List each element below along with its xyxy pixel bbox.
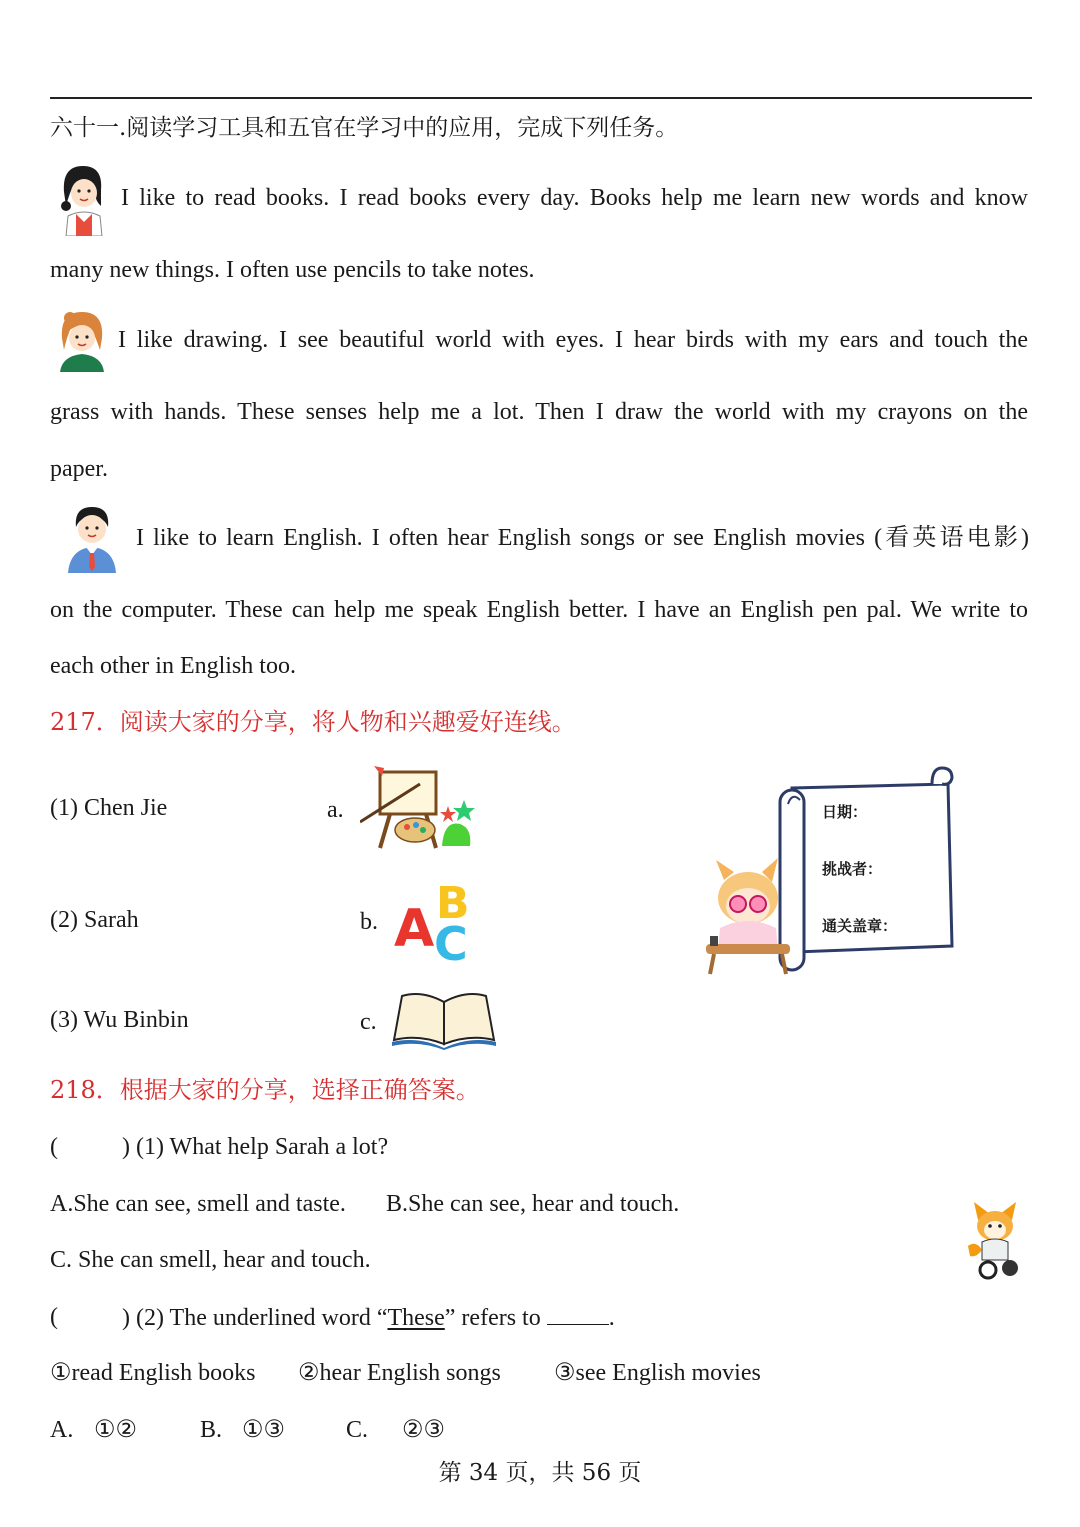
fox-kid-icon (966, 1200, 1024, 1280)
passage-1-line-1: I like to read books. I read books every day. Books help me learn new words and know (121, 185, 1028, 211)
boy-avatar-icon (64, 505, 120, 573)
q2-item-2: ②hear English songs (298, 1360, 501, 1386)
q2-item-1: ①read English books (50, 1360, 256, 1386)
person-chen-jie: (1) Chen Jie (50, 795, 168, 821)
open-book-icon (392, 988, 496, 1050)
section-title: 六十一.阅读学习工具和五官在学习中的应用，完成下列任务。 (50, 115, 679, 141)
q2-underlined-word: These (387, 1305, 445, 1331)
person-sarah: (2) Sarah (50, 907, 139, 933)
scroll-stamp-label: 通关盖章： (822, 917, 898, 935)
q2-answer-c-letter: C. (346, 1417, 369, 1443)
passage-2-line-3: paper. (50, 456, 108, 482)
header-divider (50, 97, 1032, 99)
girl-reader-avatar-icon (56, 162, 108, 236)
q2-answer-blank[interactable] (547, 1302, 609, 1325)
easel-painting-icon (360, 762, 480, 854)
q2-item-3: ③see English movies (554, 1360, 761, 1386)
passage-2-line-2: grass with hands. These senses help me a lot. Then I draw the world with my crayons on the (50, 399, 1028, 425)
option-c-label: c. (360, 1009, 377, 1035)
q1-option-a: A.She can see, smell and taste. (50, 1191, 346, 1217)
q2-answer-a-letter: A. (50, 1417, 74, 1443)
q2-open-paren: ( (50, 1304, 58, 1330)
passage-3-line-1: I like to learn English. I often hear English songs or see English movies (看英语电影) (136, 525, 1029, 551)
q1-option-b: B.She can see, hear and touch. (386, 1191, 680, 1217)
passage-2-line-1: I like drawing. I see beautiful world with eyes. I hear birds with my ears and touch the (118, 327, 1028, 353)
scroll-challenger-label: 挑战者： (822, 860, 883, 878)
q1-option-c: C. She can smell, hear and touch. (50, 1247, 371, 1273)
question-217-title: 217．阅读大家的分享，将人物和兴趣爱好连线。 (50, 708, 576, 736)
q2-question-suffix: ” refers to (444, 1305, 541, 1331)
passage-3-line-3: each other in English too. (50, 653, 296, 679)
q2-answer-b-letter: B. (200, 1417, 223, 1443)
question-218-title: 218．根据大家的分享，选择正确答案。 (50, 1076, 480, 1104)
scroll-date-label: 日期： (822, 803, 868, 821)
abc-letters-icon (394, 876, 486, 962)
q2-answer-c-value: ②③ (402, 1417, 446, 1443)
q2-question-line (122, 1302, 615, 1333)
svg-text:C: C (434, 917, 468, 962)
option-a-label: a. (327, 797, 344, 823)
q2-answer-a-value: ①② (94, 1417, 138, 1443)
passage-3-line-2: on the computer. These can help me speak English better. I have an English pen pal. We write to (50, 597, 1028, 623)
passage-1-line-2: many new things. I often use pencils to take notes. (50, 257, 535, 283)
q2-question-end: . (608, 1305, 615, 1331)
svg-text:B: B (436, 878, 470, 929)
page-number: 第 34 页，共 56 页 (438, 1460, 642, 1486)
option-b-label: b. (360, 909, 378, 935)
girl-drawing-avatar-icon (56, 308, 108, 372)
svg-text:A: A (394, 899, 435, 959)
q1-question-text: ) (1) What help Sarah a lot? (122, 1134, 389, 1160)
q1-open-paren: ( (50, 1134, 58, 1160)
q2-answer-b-value: ①③ (242, 1417, 286, 1443)
q2-question-prefix: ) (2) The underlined word “ (122, 1305, 388, 1331)
person-wu-binbin: (3) Wu Binbin (50, 1007, 189, 1033)
